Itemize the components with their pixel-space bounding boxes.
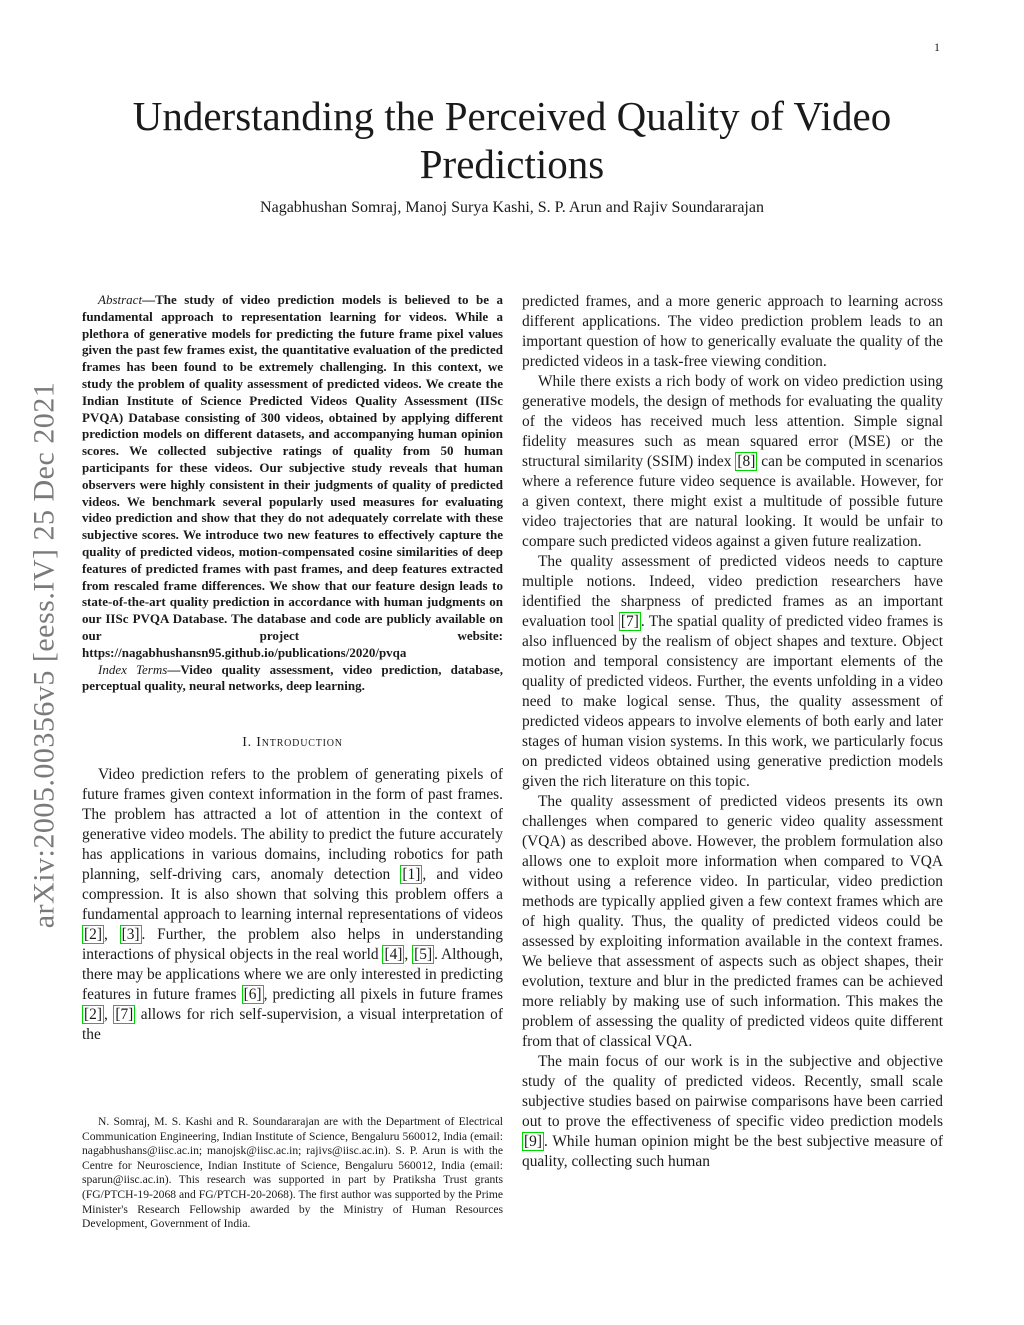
- abstract-text: —The study of video prediction models is believed to be a fundamental approach to representation learning for videos. While a plethora of generative models for predicting the future frame pixel values given the past few frames exist, the quantitative evaluation of the predicted frames has been found to be extremely challenging. In this context, we study the problem of quality assessment of predicted videos. We create the Indian Institute of Science Predicted Videos Quality Assessment (IISc PVQA) Database consisting of 300 videos, obtained by applying different prediction models on different datasets, and accompanying human opinion scores. We collected subjective ratings of quality from 50 human participants for these videos. Our subjective study reveals that human observers were highly consistent in their judgments of quality of predicted videos. We benchmark several popularly used measures for evaluating video prediction and show that they do not adequately correlate with these subjective scores. We introduce two new features to effectively capture the quality of predicted videos, motion-compensated cosine similarities of deep features of predicted frames with past frames, and deep features extracted from rescaled frame differences. We show that our feature design leads to state-of-the-art quality prediction in accordance with human judgments on our IISc PVQA Database. The database and code are publicly available on our project website: https://nagabhushansn95.github.io/publications/2020/pvqa: [82, 292, 503, 660]
- text-run: , and video compression. It is also shown that solving this problem offers a fundamental approach to learning internal representations of videos: [82, 866, 503, 924]
- citation-link[interactable]: [7]: [620, 613, 639, 630]
- paper-title: Understanding the Perceived Quality of Video Predictions: [132, 93, 892, 187]
- index-terms-text: —Video quality assessment, video prediction, database, perceptual quality, neural networks, deep learning.: [82, 661, 503, 694]
- citation-link[interactable]: [3]: [121, 926, 140, 944]
- text-run: ,: [103, 1006, 114, 1024]
- text-run: allows for rich self-supervision, a visual interpretation of the: [82, 1006, 503, 1044]
- citation-link[interactable]: [8]: [737, 453, 756, 470]
- arxiv-stamp-text: arXiv:2005.00356v5 [eess.IV] 25 Dec 2021: [27, 381, 60, 929]
- left-column: [82, 292, 503, 1045]
- body-paragraph: [522, 552, 943, 792]
- abstract-label: Abstract: [98, 292, 143, 307]
- text-run: can be computed in scenarios where a reference future video sequence is available. However, for a given context, there might exist a multitude of possible future video trajectories that are natural looking. It would be unfair to compare such predicted videos against a given future realization.: [522, 453, 943, 550]
- body-paragraph: [522, 372, 943, 552]
- citation-link[interactable]: [9]: [524, 1133, 542, 1150]
- text-run: . While human opinion might be the best subjective measure of quality, collecting such human: [522, 1133, 943, 1170]
- index-terms-label: Index Terms: [98, 661, 168, 677]
- page-number: 1: [934, 40, 940, 54]
- author-list: Nagabhushan Somraj, Manoj Surya Kashi, S. P. Arun and Rajiv Soundararajan: [260, 199, 764, 216]
- index-terms: [82, 662, 503, 696]
- abstract: [82, 292, 503, 662]
- citation-link[interactable]: [2]: [84, 926, 102, 944]
- body-paragraph: predicted frames, and a more generic approach to learning across different applications. The video prediction problem leads to an important question of how to generically evaluate the quality of the predicted videos in a task-free viewing condition.: [522, 293, 943, 370]
- citation-link[interactable]: [4]: [384, 946, 403, 964]
- intro-paragraph: [82, 765, 503, 1045]
- text-run: ,: [404, 946, 413, 964]
- citation-link[interactable]: [1]: [402, 866, 421, 884]
- section-number: I.: [242, 735, 252, 751]
- text-run: Video prediction refers to the problem of generating pixels of future frames given context information in the form of past frames. The problem has attracted a lot of attention in the context of generative video models. The ability to predict the future accurately has applications in various domains, including robotics for path planning, self-driving cars, anomaly detection: [82, 766, 503, 884]
- right-column: [522, 292, 943, 1172]
- arxiv-stamp: [18, 350, 70, 960]
- text-run: . Although, there may be applications where we are only interested in predicting features in future frames: [82, 946, 503, 1004]
- citation-link[interactable]: [5]: [414, 946, 433, 964]
- text-run: ,: [103, 926, 120, 944]
- body-paragraph: The quality assessment of predicted videos presents its own challenges when compared to generic video quality assessment (VQA) as described above. However, the problem formulation also allows one to exploit more information when compared to VQA without using a reference video. In particular, video prediction methods are typically applied given a few context frames which are of high quality. Thus, the quality of predicted videos could be assessed by exploiting information available in the context frames. We believe that assessment of aspects such as object shapes, their evolution, texture and blur in the predicted frames can be achieved more reliably by making use of such information. This makes the problem of assessing the quality of predicted videos quite different from that of classical VQA.: [522, 793, 943, 1050]
- citation-link[interactable]: [7]: [115, 1006, 134, 1024]
- text-run: While there exists a rich body of work on video prediction using generative models, the design of methods for evaluating the quality of the videos has received much less attention. Simple signal fidelity measures such as mean squared error (MSE) or the structural similarity (SSIM) index: [522, 373, 943, 470]
- citation-link[interactable]: [2]: [84, 1006, 102, 1024]
- text-run: , predicting all pixels in future frames: [263, 986, 503, 1004]
- text-run: . Further, the problem also helps in understanding interactions of physical objects in the real world: [82, 926, 503, 964]
- section-title: Introduction: [256, 735, 343, 751]
- text-run: The main focus of our work is in the subjective and objective study of the quality of predicted videos. Recently, small scale subjective studies based on pairwise comparisons have been carried out to prove the effectiveness of specific video prediction models: [522, 1053, 943, 1130]
- text-run: . The spatial quality of predicted video frames is also influenced by the realism of object shapes and texture. Object motion and temporal consistency are important elements of the quality of predicted videos. Further, the events unfolding in a video need to make logical sense. Thus, the quality assessment of predicted videos appears to involve elements of both early and later stages of human vision systems. In this work, we particularly focus on predicted videos obtained using generative prediction models given the rich literature on this topic.: [522, 613, 944, 790]
- section-heading-introduction: [82, 733, 503, 753]
- text-run: The quality assessment of predicted videos needs to capture multiple notions. Indeed, video prediction researchers have identified the sharpness of predicted frames as an important evaluation tool: [522, 553, 943, 630]
- author-footnote: N. Somraj, M. S. Kashi and R. Soundararajan are with the Department of Electrical Communication Engineering, Indian Institute of Science, Bengaluru 560012, India (email: nagabhushans@iisc.ac.in; manojsk@iisc.ac.in; rajivs@iisc.ac.in). S. P. Arun is with the Centre for Neuroscience, Indian Institute of Science, Bengaluru 560012, India (email: sparun@iisc.ac.in). This research was supported in part by Pratiksha Trust grants (FG/PTCH-19-2068 and FG/PTCH-20-2068). The first author was supported by the Prime Minister's Research Fellowship awarded by the Ministry of Human Resources Development, Government of India.: [82, 1115, 503, 1231]
- body-paragraph: [522, 1052, 943, 1172]
- citation-link[interactable]: [6]: [243, 986, 262, 1004]
